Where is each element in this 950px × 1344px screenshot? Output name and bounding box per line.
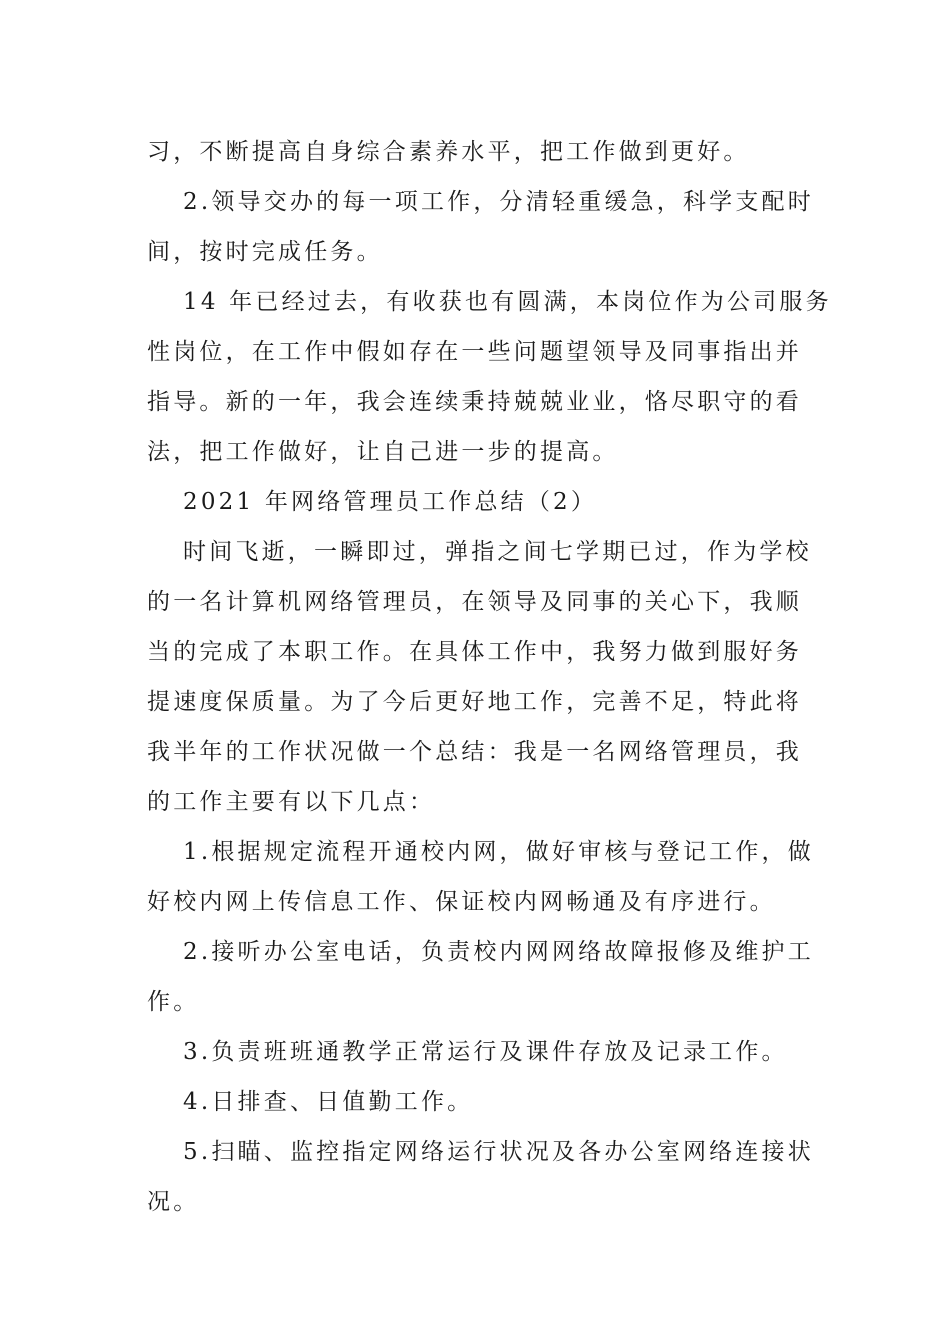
text-line: 2.领导交办的每一项工作，分清轻重缓急，科学支配时 (183, 189, 814, 215)
text-line: 的工作主要有以下几点： (147, 789, 436, 815)
paragraph-item-2-assigned-tasks (147, 177, 814, 277)
text-line: 14 年已经过去，有收获也有圆满，本岗位作为公司服务 (183, 289, 832, 315)
text-line: 当的完成了本职工作。在具体工作中，我努力做到服好务 (147, 639, 802, 665)
text-line: 况。 (147, 1189, 200, 1215)
text-line: 法，把工作做好，让自己进一步的提高。 (147, 439, 619, 465)
text-line: 间，按时完成任务。 (147, 239, 383, 265)
text-line: 作。 (147, 989, 200, 1015)
paragraph-intro (147, 527, 812, 827)
text-line: 好校内网上传信息工作、保证校内网畅通及有序进行。 (147, 889, 776, 915)
heading-text: 2021 年网络管理员工作总结（2） (183, 489, 598, 515)
list-item-5 (147, 1127, 814, 1227)
text-line: 3.负责班班通教学正常运行及课件存放及记录工作。 (183, 1039, 788, 1065)
list-item-1 (147, 827, 814, 927)
text-line: 4.日排查、日值勤工作。 (183, 1089, 474, 1115)
text-line: 时间飞逝，一瞬即过，弹指之间七学期已过，作为学校 (183, 539, 812, 565)
paragraph-year-summary (147, 277, 832, 477)
text-line: 1.根据规定流程开通校内网，做好审核与登记工作，做 (183, 839, 814, 865)
text-line: 提速度保质量。为了今后更好地工作，完善不足，特此将 (147, 689, 802, 715)
document-body (147, 127, 832, 1227)
section-heading (147, 477, 807, 527)
text-line: 的一名计算机网络管理员，在领导及同事的关心下，我顺 (147, 589, 802, 615)
text-line: 5.扫瞄、监控指定网络运行状况及各办公室网络连接状 (183, 1139, 814, 1165)
text-line: 习，不断提高自身综合素养水平，把工作做到更好。 (147, 139, 750, 165)
list-item-3 (147, 1027, 807, 1077)
text-line: 性岗位，在工作中假如存在一些问题望领导及同事指出并 (147, 339, 802, 365)
text-line: 我半年的工作状况做一个总结：我是一名网络管理员，我 (147, 739, 802, 765)
text-line: 指导。新的一年，我会连续秉持兢兢业业，恪尽职守的看 (147, 389, 802, 415)
text-line: 2.接听办公室电话，负责校内网网络故障报修及维护工 (183, 939, 814, 965)
paragraph-continuation (147, 127, 807, 177)
list-item-2 (147, 927, 814, 1027)
list-item-4 (147, 1077, 807, 1127)
